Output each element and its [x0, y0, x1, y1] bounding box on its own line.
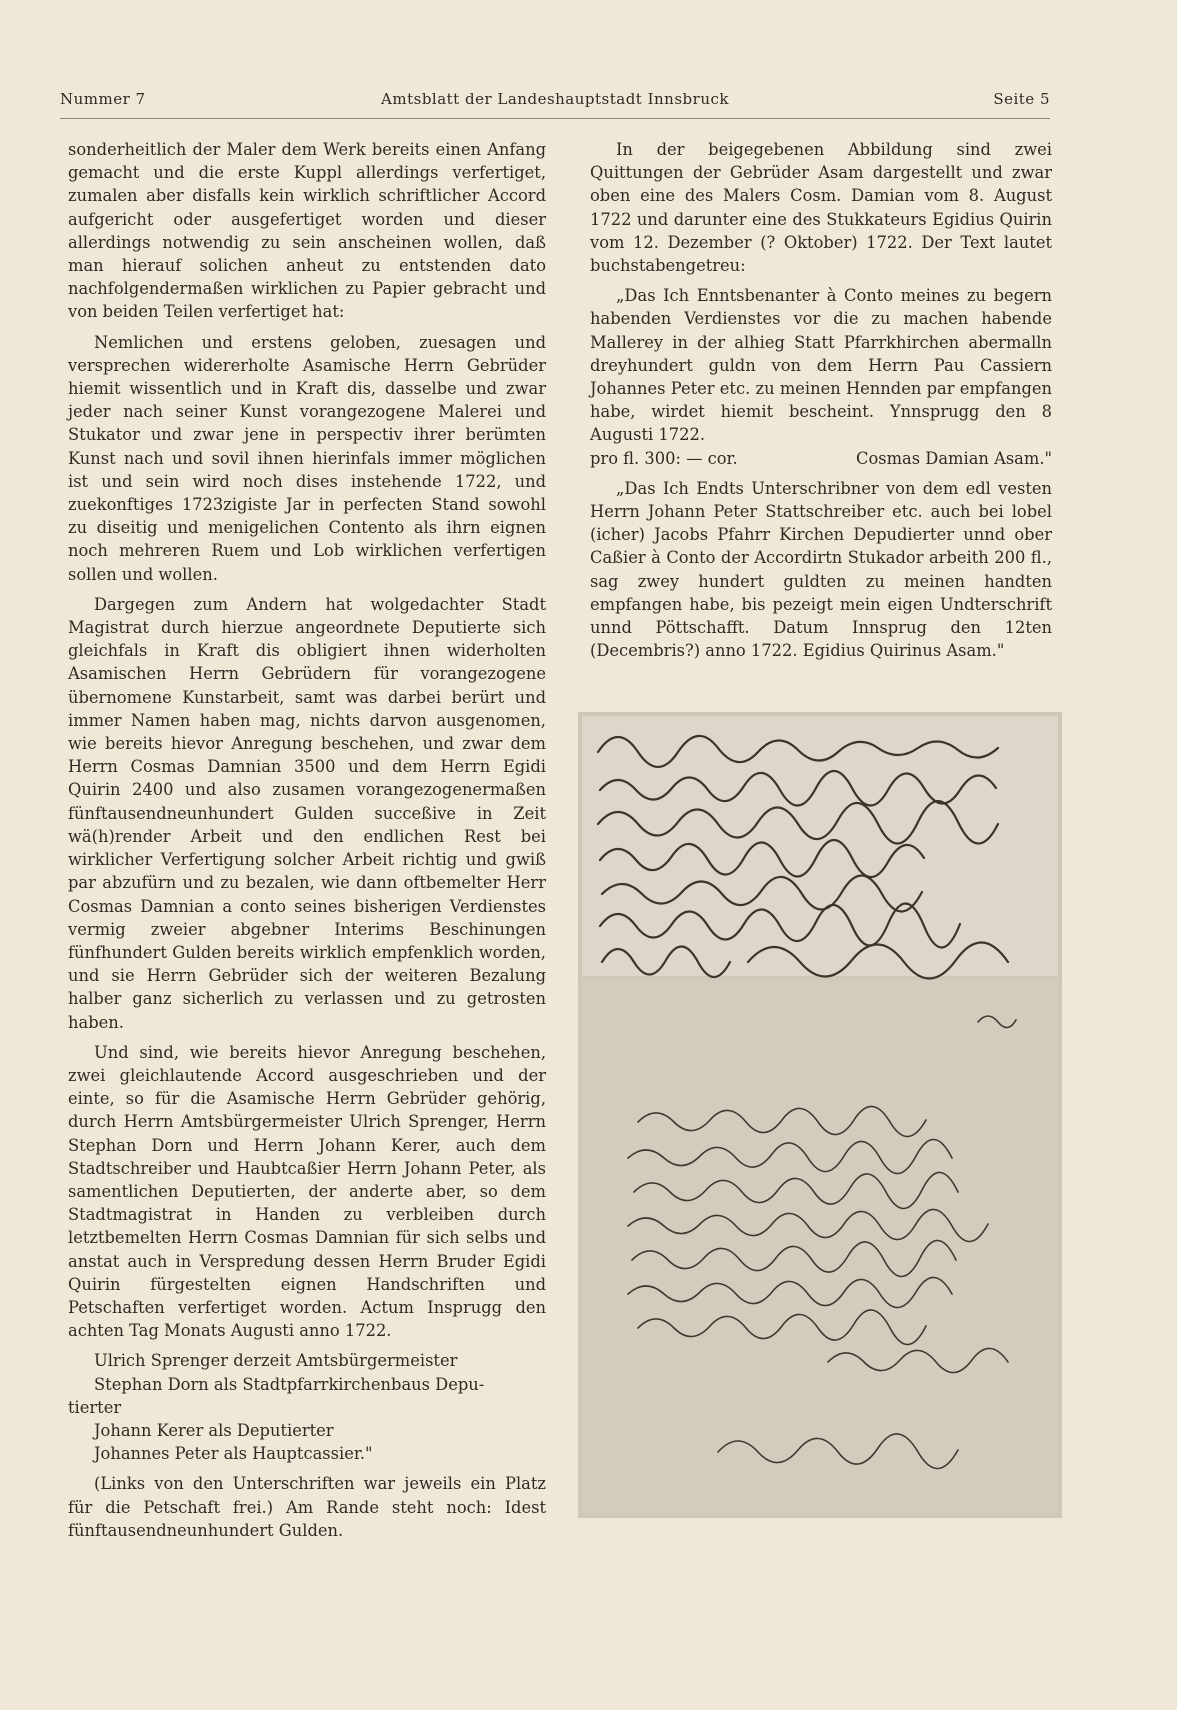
right-column — [590, 138, 1052, 669]
receipt-egidius-text: „Das Ich Endts Unterschribner von dem edl vesten Herrn Johann Peter Stattschreiber etc. auch bei lobel (icher) Jacobs Pfahrr Kirchen Depudierter unnd ober Caßier à Conto der Accordirtn Stukador arbeith 200 fl., sag zwey hundert guldten zu meinen handten empfangen habe, bis pezeigt mein eigen Undterschrift unnd Pöttschafft. Datum Innsprug den 12ten (Decembris?) anno 1722. Egidius Quirinus Asam." — [590, 478, 1052, 661]
signature-peter: Johannes Peter als Hauptcassier." — [94, 1444, 373, 1464]
issue-number: Nummer 7 — [60, 90, 146, 108]
handwriting-facsimile — [578, 712, 1062, 1518]
signature-dorn-cont: tierter — [68, 1397, 122, 1417]
receipt-facsimile-image — [578, 712, 1062, 1518]
signature-kerer: Johann Kerer als Deputierter — [94, 1420, 334, 1440]
page-number: Seite 5 — [993, 90, 1050, 108]
left-paragraph-3: Dargegen zum Andern hat wolgedachter Stadt Magistrat durch hierzue angeordnete Deputierte sich gleichfals in Kraft dis obligiert ihnen widerholten Asamischen Herrn Gebrüdern für vorangezogene übernomene Kunstarbeit, samt was darbei berürt und immer Namen haben mag, nichts darvon ausgenomen, wie bereits hievor Anregung beschehen, und zwar dem Herrn Cosmas Damnian 3500 und dem Herrn Egidi Quirin 2400 und also zusamen vorangezogenermaßen fünftausendneunhundert Gulden succeßive in Zeit wä(h)render Arbeit und den endlichen Rest bei wirklicher Verfertigung solcher Arbeit richtig und gwiß par abzufürn und zu bezalen, wie dann oftbemelter Herr Cosmas Damnian a conto seines bisherigen Verdienstes vermig zweier abgebner Interims Beschinungen fünfhundert Gulden bereits wirklich empfenklich worden, und sie Herrn Gebrüder sich der weiteren Bezalung halber ganz sicherlich zu verlassen und zu getrosten haben. — [68, 594, 546, 1032]
left-paragraph-5: (Links von den Unterschriften war jeweils ein Platz für die Petschaft frei.) Am Rande steht noch: Idest fünftausendneunhundert Gulden. — [68, 1474, 546, 1540]
page-header — [60, 90, 1050, 116]
receipt-cosmas-footer — [590, 447, 1052, 470]
signature-dorn: Stephan Dorn als Stadtpfarrkirchenbaus Depu- — [94, 1374, 485, 1394]
signature-sprenger: Ulrich Sprenger derzeit Amtsbürgermeister — [94, 1351, 458, 1371]
receipt-cosmas-signature: Cosmas Damian Asam." — [856, 448, 1052, 468]
left-paragraph-1: sonderheitlich der Maler dem Werk bereits einen Anfang gemacht und die erste Kuppl allerdings verfertiget, zumalen aber disfalls kein wirklich schriftlicher Accord aufgericht oder ausgefertiget worden und dieser allerdings notwendig zu sein anscheinen wollen, daß man hierauf solichen anheut zu entstenden dato nachfolgendermaßen wirklichen zu Papier gebracht und von beiden Teilen verfertiget hat: — [68, 140, 546, 322]
right-paragraph-1: In der beigegebenen Abbildung sind zwei Quittungen der Gebrüder Asam dargestellt und zwar oben eine des Malers Cosm. Damian vom 8. August 1722 und darunter eine des Stukkateurs Egidius Quirin vom 12. Dezember (? Oktober) 1722. Der Text lautet buchstabengetreu: — [590, 140, 1052, 276]
left-paragraph-2: Nemlichen und erstens geloben, zuesagen und versprechen widererholte Asamische Herrn Gebrüder hiemit wissentlich und in Kraft dis, dasselbe und zwar jeder nach seiner Kunst vorangezogene Malerei und Stukator und zwar jene in perspectiv ihrer berümten Kunst nach und sovil ihnen hierinfals immer möglichen ist und sein wird noch dises instehende 1722, und zuekonftiges 1723zigiste Jar in perfecten Stand sowohl zu diseitig und menigelichen Contento als ihrn eignen noch mehreren Ruem und Lob wirklichen verfertigen sollen und wollen. — [68, 332, 546, 584]
publication-title: Amtsblatt der Landeshauptstadt Innsbruck — [381, 90, 729, 108]
header-rule — [60, 118, 1050, 119]
left-paragraph-4: Und sind, wie bereits hievor Anregung beschehen, zwei gleichlautende Accord ausgeschrieben und der einte, so für die Asamische Herrn Gebrüder gehörig, durch Herrn Amtsbürgermeister Ulrich Sprenger, Herrn Stephan Dorn und Herrn Johann Kerer, auch dem Stadtschreiber und Haubtcaßier Herrn Johann Peter, als samentlichen Deputierten, der anderte aber, so dem Stadtmagistrat in Handen zu verbleiben durch letztbemelten Herrn Cosmas Damnian für sich selbs und anstat auch in Verspredung dessen Herrn Bruder Egidi Quirin fürgestelten eignen Handschriften und Petschaften verfertiget worden. Actum Insprugg den achten Tag Monats Augusti anno 1722. — [68, 1042, 546, 1341]
left-column — [68, 138, 546, 1549]
receipt-cosmas-amount: pro fl. 300: — cor. — [590, 448, 738, 468]
receipt-cosmas-text: „Das Ich Enntsbenanter à Conto meines zu begern habenden Verdienstes vor die zu machen habende Mallerey in der alhieg Statt Pfarrkhirchen abermalln dreyhundert guldn von dem Herrn Pau Cassiern Johannes Peter etc. zu meinen Hennden par empfangen habe, wirdet hiemit bescheint. Ynnsprugg den 8 Augusti 1722. — [590, 286, 1052, 445]
